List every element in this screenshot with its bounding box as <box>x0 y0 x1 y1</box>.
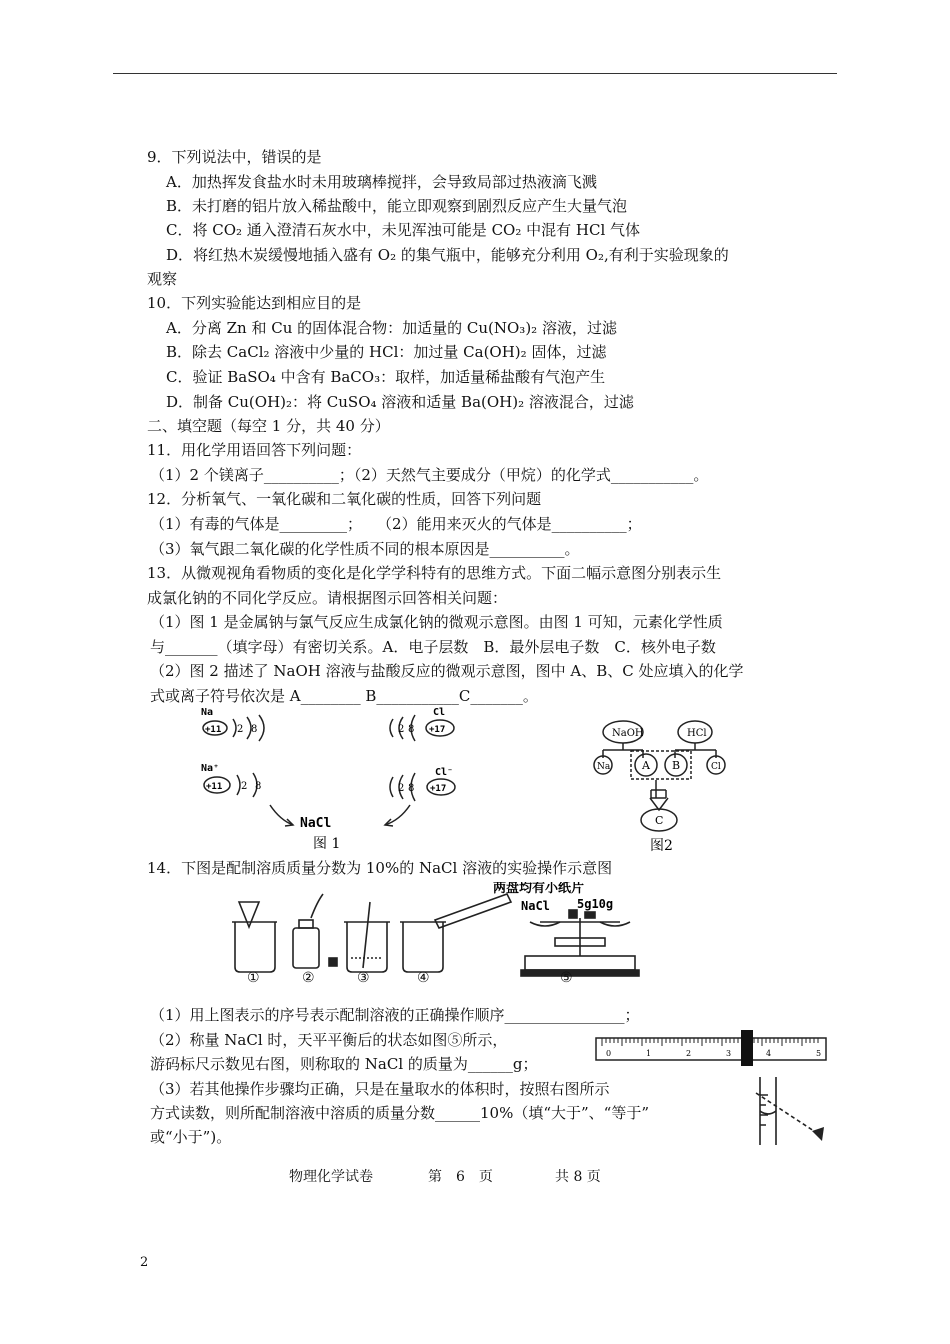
q13-line5: （2）图 2 描述了 NaOH 溶液与盐酸反应的微观示意图，图中 A、B、C 处应填入的化学 <box>150 662 744 680</box>
q11-line1: （1）2 个镁离子__________；（2）天然气主要成分（甲烷）的化学式___________。 <box>150 466 709 484</box>
q14-balance-right: 5g10g <box>577 897 614 911</box>
footer-page: 第 6 页 <box>428 1169 493 1185</box>
fig2-c: C <box>655 814 664 827</box>
fig2-a: A <box>642 759 650 772</box>
fig1-cl-ion-shell1: 2 <box>398 783 405 794</box>
fig1-cl-ion-nucleus: +17 <box>430 784 447 794</box>
q14-apparatus-diagram <box>225 882 645 990</box>
fig2-cl: Cl <box>711 762 721 772</box>
fig1-cl-shell1: 2 <box>398 724 405 735</box>
q9-option-d-cont: 观察 <box>147 270 178 288</box>
scale-tick-2: 2 <box>686 1049 692 1058</box>
figure-2-diagram <box>588 718 738 858</box>
q9-option-a: A．加热挥发食盐水时未用玻璃棒搅拌，会导致局部过热液滴飞溅 <box>166 173 597 191</box>
fig1-na-nucleus: +11 <box>205 725 222 735</box>
fig1-na-ion-nucleus: +11 <box>206 782 223 792</box>
fig1-product: NaCl <box>300 816 332 831</box>
q9-stem: 9．下列说法中，错误的是 <box>147 148 322 166</box>
fig1-cl-ion-label: Cl⁻ <box>435 767 454 778</box>
fig1-na-ion-shell2: 8 <box>255 781 262 792</box>
fig1-cl-ion-shell2: 8 <box>408 783 415 794</box>
fig2-caption: 图2 <box>650 838 673 854</box>
q10-option-d: D．制备 Cu(OH)₂：将 CuSO₄ 溶液和适量 Ba(OH)₂ 溶液混合，过滤 <box>166 393 634 411</box>
q14-part3-line1: （3）若其他操作步骤均正确，只是在量取水的体积时，按照右图所示 <box>150 1080 610 1098</box>
q14-part3-line3: 或“小于”)。 <box>150 1128 232 1146</box>
scale-tick-1: 1 <box>646 1049 652 1058</box>
q11-stem: 11．用化学用语回答下列问题： <box>147 441 362 459</box>
fig1-na-ion-shell1: 2 <box>241 781 248 792</box>
q13-line4: 与_______（填字母）有密切关系。A．电子层数 B．最外层电子数 C．核外电子数 <box>150 638 716 656</box>
q10-stem: 10．下列实验能达到相应目的是 <box>147 294 362 312</box>
q12-line2: （3）氧气跟二氧化碳的化学性质不同的根本原因是__________。 <box>150 540 580 558</box>
q10-option-a: A．分离 Zn 和 Cu 的固体混合物：加适量的 Cu(NO₃)₂ 溶液，过滤 <box>166 319 617 337</box>
q10-option-c: C．验证 BaSO₄ 中含有 BaCO₃：取样，加适量稀盐酸有气泡产生 <box>166 368 606 386</box>
page-number: 2 <box>140 1255 149 1270</box>
fig2-na: Na <box>597 762 611 772</box>
q10-option-b: B．除去 CaCl₂ 溶液中少量的 HCl：加过量 Ca(OH)₂ 固体，过滤 <box>166 343 607 361</box>
scale-tick-3: 3 <box>726 1049 732 1058</box>
figure-1-diagram <box>195 705 485 855</box>
section-heading: 二、填空题（每空 1 分，共 40 分） <box>147 417 390 435</box>
q13-line1: 13．从微观视角看物质的变化是化学学科特有的思维方式。下面二幅示意图分别表示生 <box>147 564 722 582</box>
q14-part2-line1: （2）称量 NaCl 时，天平平衡后的状态如图⑤所示， <box>150 1031 508 1049</box>
rider-scale-diagram <box>594 1028 834 1068</box>
cylinder-reading-diagram <box>750 1075 840 1150</box>
rider-scale <box>594 1028 834 1068</box>
fig1-cl-shell2: 8 <box>408 724 415 735</box>
q12-line1: （1）有毒的气体是_________； （2）能用来灭火的气体是__________； <box>150 515 642 533</box>
fig2-b: B <box>672 759 681 772</box>
fig2-naoh: NaOH <box>612 728 644 739</box>
figure-2-neutralization <box>588 718 738 858</box>
fig1-cl-nucleus: +17 <box>429 725 446 735</box>
q14-step-3: ③ <box>357 970 370 986</box>
scale-tick-0: 0 <box>606 1049 612 1058</box>
q14-part2-line2: 游码标尺示数见右图，则称取的 NaCl 的质量为______g； <box>150 1055 538 1073</box>
q14-step-2: ② <box>302 970 315 986</box>
q13-line6: 式或离子符号依次是 A________ B___________C_______。 <box>150 687 538 705</box>
fig1-na-shell1: 2 <box>237 724 244 735</box>
q14-apparatus-figure <box>225 882 645 990</box>
fig2-hcl: HCl <box>687 728 707 739</box>
fig1-caption: 图 1 <box>313 836 341 852</box>
q12-stem: 12．分析氧气、一氧化碳和二氧化碳的性质，回答下列问题 <box>147 490 542 508</box>
q9-option-c: C．将 CO₂ 通入澄清石灰水中，未见浑浊可能是 CO₂ 中混有 HCl 气体 <box>166 221 641 239</box>
footer-total: 共 8 页 <box>555 1169 601 1185</box>
figure-1-sodium-chlorine <box>195 705 485 855</box>
fig1-na-shell2: 8 <box>251 724 258 735</box>
q14-step-1: ① <box>247 970 260 986</box>
fig1-cl-label: Cl <box>433 707 446 718</box>
q14-part3-line2: 方式读数，则所配制溶液中溶质的质量分数______10%（填“大于”、“等于” <box>150 1104 650 1122</box>
eye-icon <box>812 1127 824 1141</box>
cylinder-reading-figure <box>750 1075 840 1150</box>
footer-title: 物理化学试卷 <box>289 1169 373 1185</box>
q14-stem: 14．下图是配制溶质质量分数为 10%的 NaCl 溶液的实验操作示意图 <box>147 859 613 877</box>
q13-line2: 成氯化钠的不同化学反应。请根据图示回答相关问题： <box>147 589 508 607</box>
q14-step-5: ⑤ <box>560 970 573 986</box>
q9-option-d: D．将红热木炭缓慢地插入盛有 O₂ 的集气瓶中，能够充分利用 O₂,有利于实验现象的 <box>166 246 729 264</box>
q9-option-b: B．未打磨的铝片放入稀盐酸中，能立即观察到剧烈反应产生大量气泡 <box>166 197 628 215</box>
rider-marker <box>741 1030 753 1066</box>
q14-balance-left: NaCl <box>521 899 550 913</box>
q13-line3: （1）图 1 是金属钠与氯气反应生成氯化钠的微观示意图。由图 1 可知，元素化学性质 <box>150 613 723 631</box>
scale-tick-5: 5 <box>816 1049 822 1058</box>
q14-step-4: ④ <box>417 970 430 986</box>
q14-balance-note: 两盘均有小纸片 <box>493 882 585 896</box>
fig1-na-ion-label: Na⁺ <box>201 763 220 774</box>
scale-tick-4: 4 <box>766 1049 772 1058</box>
header-rule <box>113 73 837 74</box>
q14-part1: （1）用上图表示的序号表示配制溶液的正确操作顺序________________； <box>150 1006 640 1024</box>
fig1-na-label: Na <box>201 707 214 718</box>
